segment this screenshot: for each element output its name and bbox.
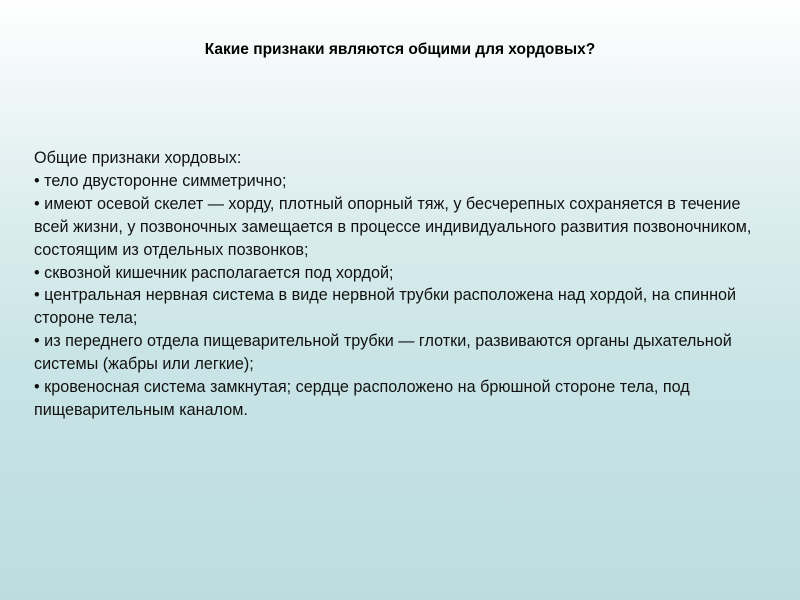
bullet-item: • кровеносная система замкнутая; сердце расположено на брюшной стороне тела, под пищеварительным каналом.	[34, 378, 690, 419]
intro-text: Общие признаки хордовых:	[34, 149, 242, 167]
bullet-item: • центральная нервная система в виде нервной трубки расположена над хордой, на спинной стороне тела;	[34, 286, 737, 328]
slide-body	[34, 147, 764, 422]
bullet-item: • сквозной кишечник располагается под хордой;	[34, 263, 394, 282]
bullet-item: • имеют осевой скелет — хорду, плотный опорный тяж, у бесчерепных сохраняется в течение всей жизни, у позвоночных замещается в процессе индивидуального развития позвоночником, состоящим из отдельных позвонков;	[34, 194, 752, 259]
slide-title: Какие признаки являются общими для хордовых?	[204, 41, 596, 58]
bullet-item: • тело двусторонне симметрично;	[34, 171, 287, 190]
bullet-item: • из переднего отдела пищеварительной трубки — глотки, развиваются органы дыхательной системы (жабры или легкие);	[34, 332, 732, 374]
